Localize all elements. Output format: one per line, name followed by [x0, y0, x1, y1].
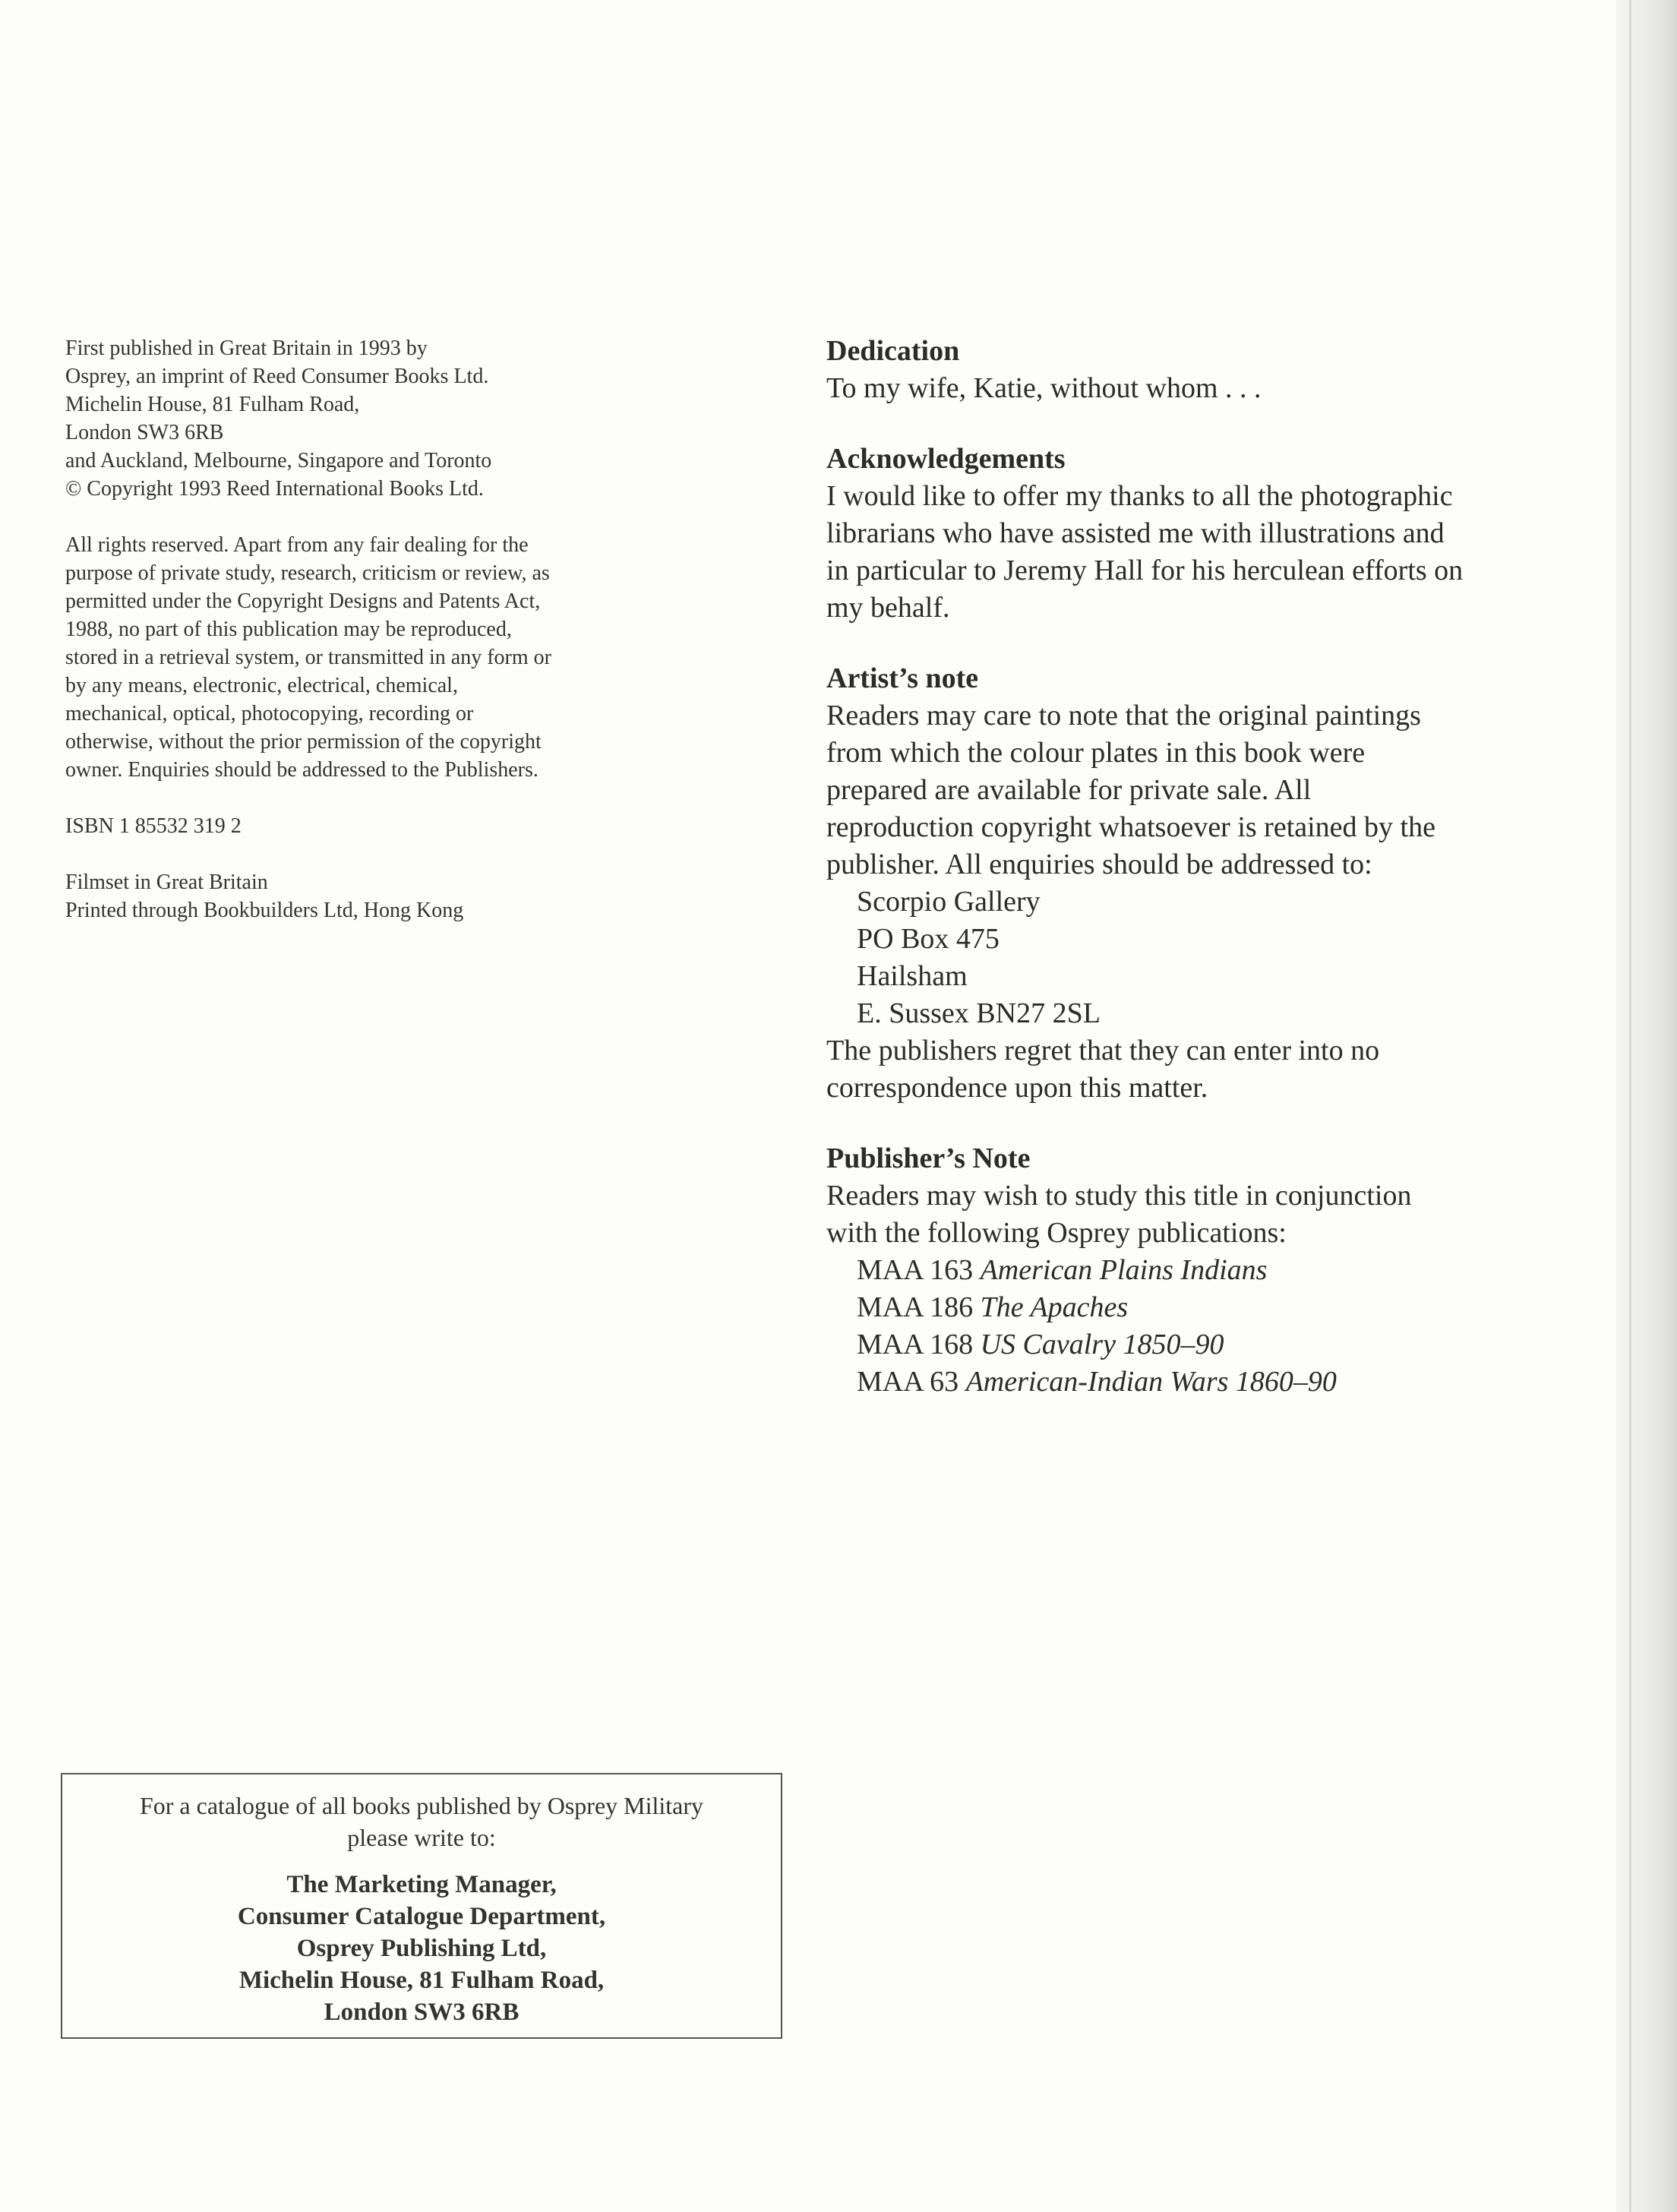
acknowledgements-line: I would like to offer my thanks to all the photographic — [826, 480, 1453, 512]
acknowledgements-line: librarians who have assisted me with illustrations and — [826, 517, 1445, 549]
gallery-address-line: PO Box 475 — [857, 923, 1000, 955]
acknowledgements-section — [826, 441, 1540, 627]
page-fold-line — [1629, 0, 1631, 2212]
publication-title: US Cavalry 1850–90 — [980, 1329, 1224, 1360]
gallery-address-line: E. Sussex BN27 2SL — [857, 997, 1101, 1029]
rights-line: stored in a retrieval system, or transmitted in any form or — [65, 646, 551, 669]
artists-note-closing: The publishers regret that they can enter into no — [826, 1035, 1380, 1066]
artists-note-line: prepared are available for private sale. All — [826, 774, 1312, 806]
publishers-note-line: Readers may wish to study this title in conjunction — [826, 1180, 1412, 1212]
imprint-line: and Auckland, Melbourne, Singapore and Toronto — [65, 449, 492, 472]
rights-line: otherwise, without the prior permission of the copyright — [65, 730, 542, 754]
catalogue-intro — [62, 1790, 781, 1853]
catalogue-address-line: The Marketing Manager, — [286, 1871, 557, 1898]
catalogue-address-line: Osprey Publishing Ltd, — [296, 1935, 547, 1962]
acknowledgements-line: my behalf. — [826, 592, 950, 624]
rights-line: All rights reserved. Apart from any fair dealing for the — [65, 533, 529, 557]
publishers-note-heading: Publisher’s Note — [826, 1142, 1031, 1174]
gallery-address-line: Scorpio Gallery — [857, 886, 1041, 918]
catalogue-intro-line: For a catalogue of all books published by Osprey Military — [139, 1792, 704, 1819]
copyright-column — [65, 334, 673, 953]
rights-line: owner. Enquiries should be addressed to the Publishers. — [65, 758, 538, 782]
rights-block — [65, 531, 673, 784]
artists-note-line: publisher. All enquiries should be addressed to: — [826, 848, 1372, 880]
publication-title: American-Indian Wars 1860–90 — [965, 1366, 1337, 1398]
publication-title: American Plains Indians — [980, 1254, 1268, 1286]
imprint-block — [65, 334, 673, 503]
artists-note-line: from which the colour plates in this book were — [826, 737, 1366, 769]
dedication-section — [826, 333, 1540, 407]
publication-code: MAA 63 — [857, 1366, 959, 1398]
publication-code: MAA 168 — [857, 1329, 974, 1360]
imprint-line: First published in Great Britain in 1993 by — [65, 337, 428, 360]
catalogue-address-line: London SW3 6RB — [324, 1999, 520, 2026]
catalogue-address — [62, 1869, 781, 2028]
imprint-line: Osprey, an imprint of Reed Consumer Books Ltd. — [65, 365, 489, 388]
acknowledgements-heading: Acknowledgements — [826, 443, 1066, 475]
print-info-line: Filmset in Great Britain — [65, 871, 268, 894]
artists-note-closing: correspondence upon this matter. — [826, 1072, 1208, 1104]
imprint-line: Michelin House, 81 Fulham Road, — [65, 393, 360, 416]
publication-item — [826, 1289, 1540, 1326]
isbn: ISBN 1 85532 319 2 — [65, 814, 242, 838]
rights-line: by any means, electronic, electrical, chemical, — [65, 674, 458, 697]
publication-item — [826, 1252, 1540, 1289]
rights-line: purpose of private study, research, criticism or review, as — [65, 561, 550, 585]
acknowledgements-line: in particular to Jeremy Hall for his herculean efforts on — [826, 555, 1464, 586]
catalogue-address-line: Consumer Catalogue Department, — [237, 1903, 606, 1930]
copyright-line: © Copyright 1993 Reed International Books Ltd. — [65, 477, 484, 501]
publishers-note-line: with the following Osprey publications: — [826, 1217, 1287, 1249]
imprint-line: London SW3 6RB — [65, 421, 224, 444]
publication-code: MAA 186 — [857, 1291, 974, 1323]
artists-note-heading: Artist’s note — [826, 662, 979, 694]
artists-note-section — [826, 660, 1540, 1107]
publication-item — [826, 1326, 1540, 1364]
catalogue-address-line: Michelin House, 81 Fulham Road, — [238, 1967, 605, 1994]
page-gutter — [1616, 0, 1677, 2212]
rights-line: permitted under the Copyright Designs and Patents Act, — [65, 589, 541, 613]
publication-title: The Apaches — [980, 1291, 1129, 1323]
catalogue-box — [61, 1773, 782, 2039]
artists-note-line: Readers may care to note that the original paintings — [826, 700, 1421, 732]
rights-line: mechanical, optical, photocopying, recording or — [65, 702, 474, 725]
publishers-note-section — [826, 1140, 1540, 1401]
artists-note-line: reproduction copyright whatsoever is retained by the — [826, 811, 1435, 843]
gallery-address-line: Hailsham — [857, 960, 968, 992]
dedication-text: To my wife, Katie, without whom . . . — [826, 372, 1262, 404]
print-info-line: Printed through Bookbuilders Ltd, Hong Kong — [65, 899, 464, 922]
catalogue-intro-line: please write to: — [347, 1824, 496, 1851]
publication-code: MAA 163 — [857, 1254, 974, 1286]
notes-column — [826, 333, 1540, 1434]
dedication-heading: Dedication — [826, 335, 960, 367]
rights-line: 1988, no part of this publication may be reproduced, — [65, 618, 512, 641]
print-info-block — [65, 868, 673, 924]
publication-item — [826, 1364, 1540, 1401]
isbn-block — [65, 812, 673, 840]
